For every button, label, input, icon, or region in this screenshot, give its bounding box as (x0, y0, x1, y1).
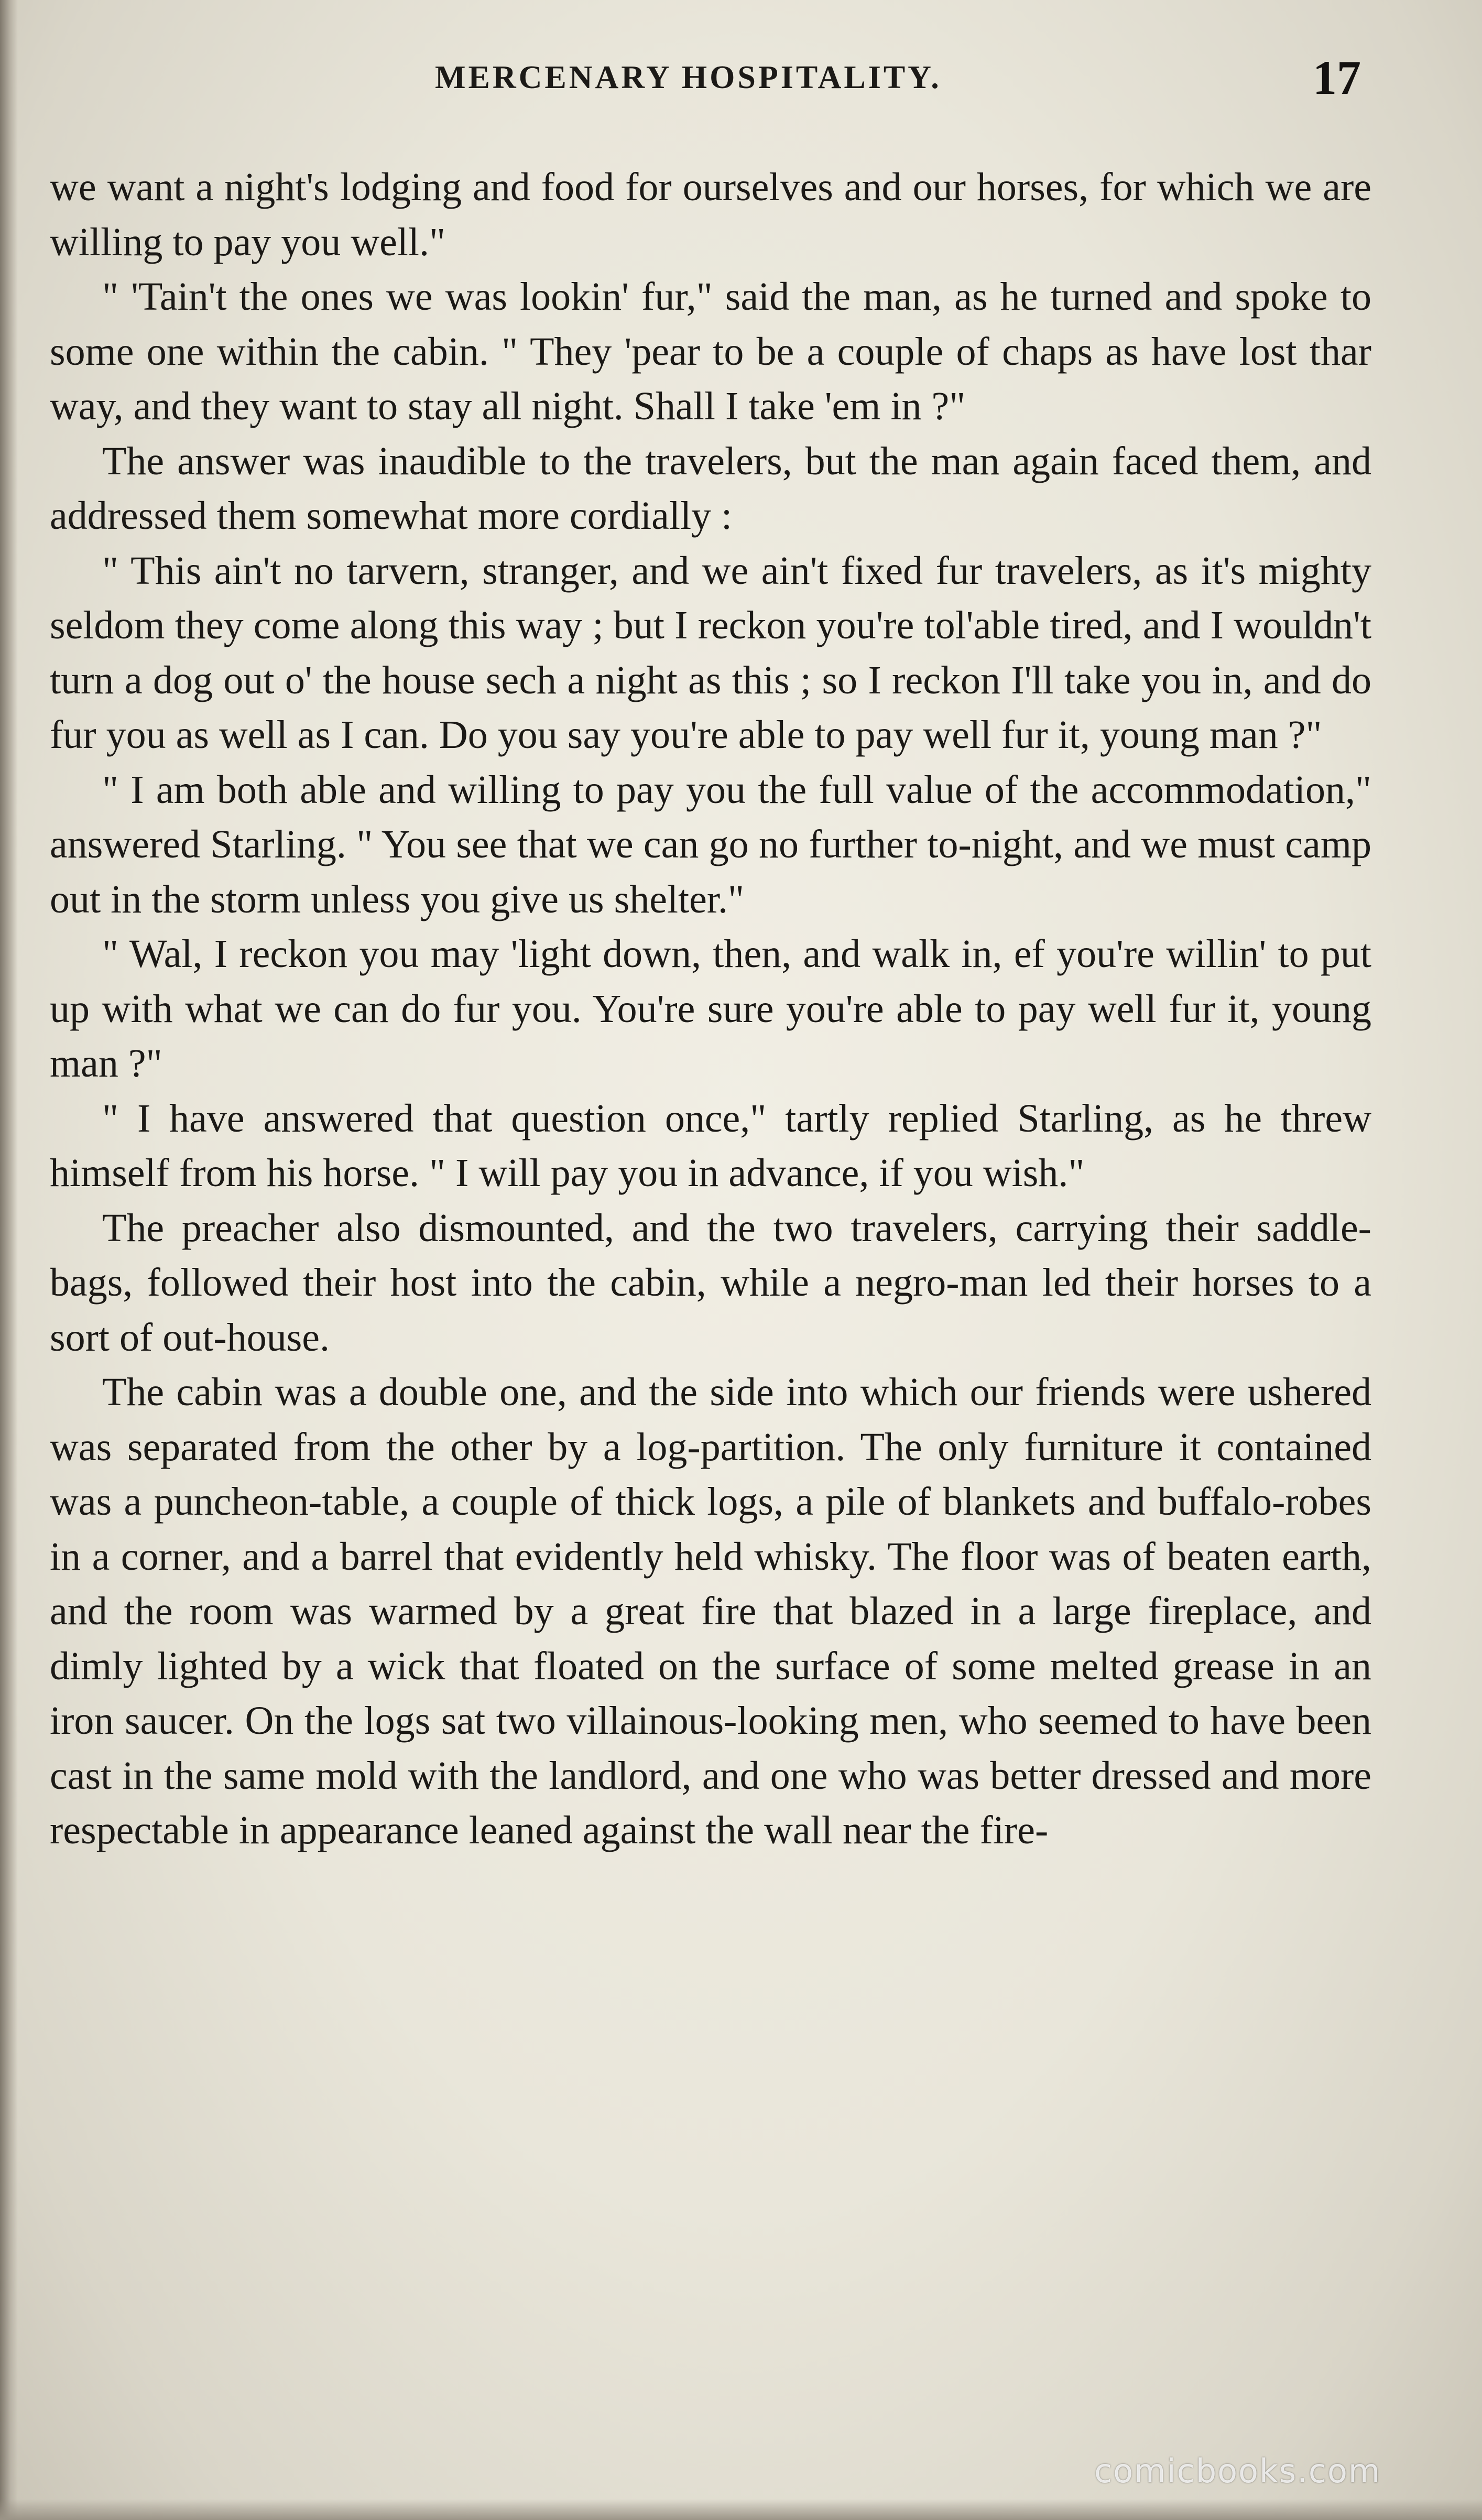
body-text (50, 160, 1371, 1858)
paragraph-5: " I am both able and willing to pay you the full value of the accommodation," answered Starling. " You see that we can go no further to-night, and we must camp out in the storm unless you give us shelter." (50, 767, 1371, 921)
paragraph-4: " This ain't no tarvern, stranger, and we ain't fixed fur travelers, as it's mighty seldom they come along this way ; but I reckon you're tol'able tired, and I wouldn't turn a dog out o' the house sech a night as this ; so I reckon I'll take you in, and do fur you as well as I can. Do you say you're able to pay well fur it, young man ?" (50, 548, 1371, 757)
paragraph-9: The cabin was a double one, and the side into which our friends were ushered was separated from the other by a log-partition. The only furniture it contained was a puncheon-table, a couple of thick logs, a pile of blankets and buffalo-robes in a corner, and a barrel that evidently held whisky. The floor was of beaten earth, and the room was warmed by a great fire that blazed in a large fireplace, and dimly lighted by a wick that floated on the surface of some melted grease in an iron saucer. On the logs sat two villainous-looking men, who seemed to have been cast in the same mold with the landlord, and one who was better dressed and more respectable in appearance leaned against the wall near the fire- (50, 1370, 1371, 1852)
paragraph-8: The preacher also dismounted, and the two travelers, carrying their saddle-bags, followed their host into the cabin, while a negro-man led their horses to a sort of out-house. (50, 1205, 1371, 1360)
paragraph-3: The answer was inaudible to the travelers, but the man again faced them, and addressed them somewhat more cordially : (50, 439, 1371, 538)
page-left-edge (0, 0, 18, 2520)
paragraph-6: " Wal, I reckon you may 'light down, then, and walk in, ef you're willin' to put up with what we can do fur you. You're sure you're able to pay well fur it, young man ?" (50, 932, 1371, 1085)
running-head: MERCENARY HOSPITALITY. (435, 60, 942, 95)
page-header (0, 50, 1482, 107)
watermark: comicbooks.com (1094, 2452, 1381, 2490)
page-number: 17 (1313, 51, 1361, 104)
paragraph-2: " 'Tain't the ones we was lookin' fur," said the man, as he turned and spoke to some one within the cabin. " They 'pear to be a couple of chaps as have lost thar way, and they want to stay all night. Shall I take 'em in ?" (50, 275, 1371, 428)
paragraph-7: " I have answered that question once," tartly replied Starling, as he threw himself from his horse. " I will pay you in advance, if you wish." (50, 1096, 1371, 1195)
paragraph-1: we want a night's lodging and food for ourselves and our horses, for which we are willing to pay you well." (50, 165, 1371, 264)
page-bottom-edge (0, 2499, 1482, 2520)
